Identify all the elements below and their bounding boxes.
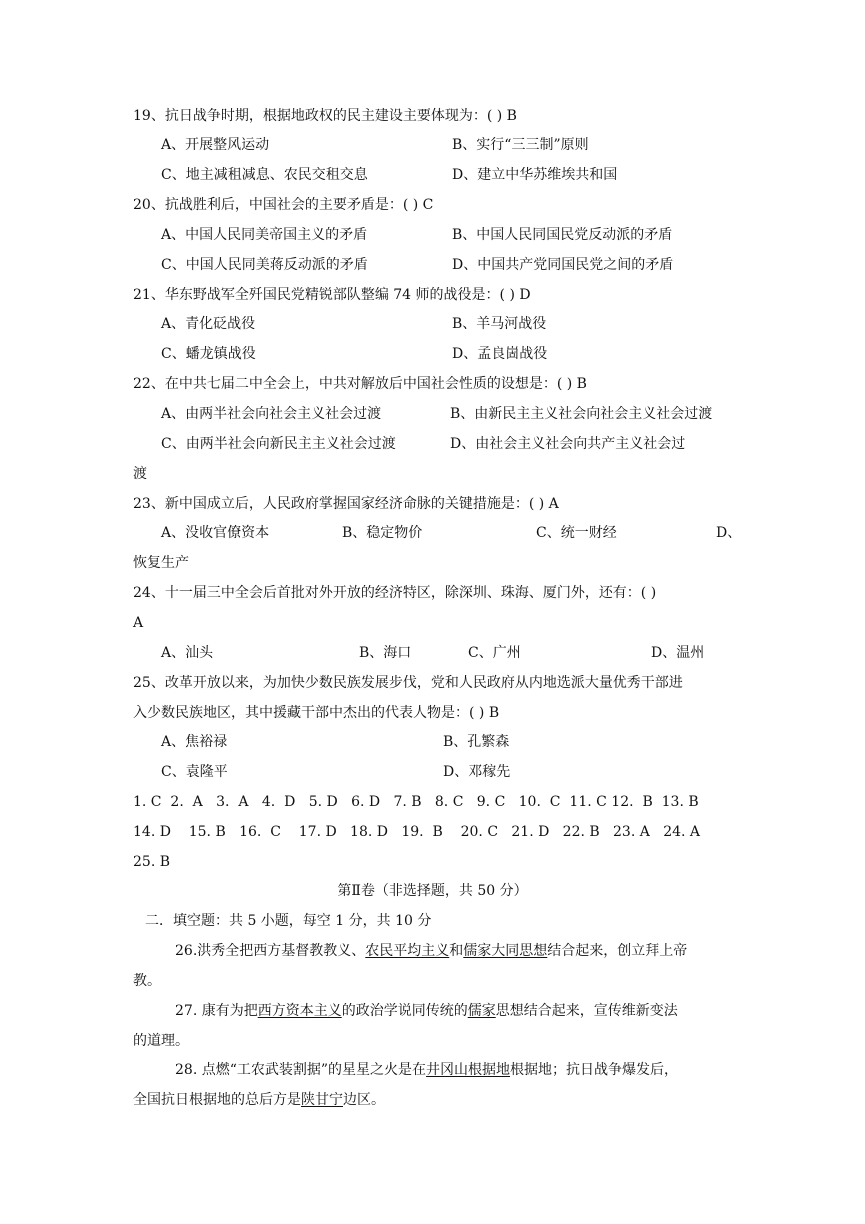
q21-option-b: B、羊马河战役 bbox=[452, 316, 547, 332]
q26-blank-2: 儒家大同思想 bbox=[463, 943, 548, 959]
q25-option-b: B、孔繁森 bbox=[443, 734, 510, 750]
q28-blank-1: 井冈山根据地 bbox=[426, 1062, 511, 1078]
answer-key-line-1: 1. C 2. A 3. A 4. D 5. D 6. D 7. B 8. C 9. C 10. C 11. C 12. B 13. B bbox=[133, 794, 699, 810]
q22-option-a: A、由两半社会向社会主义社会过渡 bbox=[161, 406, 382, 422]
q27-blank-1: 西方资本主义 bbox=[257, 1003, 342, 1019]
question-24-answer: A bbox=[133, 615, 144, 631]
q26-text-1: 26.洪秀全把西方基督教教义、 bbox=[175, 943, 366, 959]
question-21-stem: 21、华东野战军全歼国民党精锐部队整编 74 师的战役是：( ) D bbox=[133, 287, 531, 303]
fill-q28-line-1 bbox=[175, 1060, 678, 1080]
q27-blank-2: 儒家 bbox=[467, 1003, 496, 1019]
fill-q28-line-2 bbox=[133, 1090, 385, 1110]
q19-option-b: B、实行“三三制”原则 bbox=[452, 137, 589, 153]
q24-option-c: C、广州 bbox=[468, 645, 521, 661]
q21-option-d: D、孟良崮战役 bbox=[452, 346, 548, 362]
q27-text-2: 的政治学说同传统的 bbox=[341, 1003, 468, 1019]
fill-in-heading: 二．填空题：共 5 小题，每空 1 分，共 10 分 bbox=[145, 913, 432, 929]
question-25-stem-cont: 入少数民族地区，其中援藏干部中杰出的代表人物是：( ) B bbox=[133, 705, 500, 721]
q28-text-1: 28. 点燃“工农武装割据”的星星之火是在 bbox=[175, 1062, 427, 1078]
q23-option-d-wrap: 恢复生产 bbox=[133, 555, 189, 571]
q25-option-a: A、焦裕禄 bbox=[161, 734, 228, 750]
answer-key-line-3: 25. B bbox=[133, 854, 171, 870]
q23-option-a: A、没收官僚资本 bbox=[161, 525, 270, 541]
q22-option-b: B、由新民主主义社会向社会主义社会过渡 bbox=[450, 406, 713, 422]
q25-option-c: C、袁隆平 bbox=[161, 764, 228, 780]
fill-q26-line-1 bbox=[175, 941, 687, 961]
q27-text-1: 27. 康有为把 bbox=[175, 1003, 258, 1019]
q22-option-d: D、由社会主义社会向共产主义社会过 bbox=[450, 436, 686, 452]
q24-option-b: B、海口 bbox=[359, 645, 412, 661]
q19-option-a: A、开展整风运动 bbox=[161, 137, 270, 153]
fill-q27-line-2: 的道理。 bbox=[133, 1033, 189, 1049]
q19-option-c: C、地主减租减息、农民交租交息 bbox=[161, 167, 368, 183]
question-24-stem: 24、十一届三中全会后首批对外开放的经济特区，除深圳、珠海、厦门外，还有：( ) bbox=[133, 585, 657, 601]
q28-text-2: 根据地；抗日战争爆发后， bbox=[510, 1062, 679, 1078]
q20-option-a: A、中国人民同美帝国主义的矛盾 bbox=[161, 227, 368, 243]
fill-q27-line-1 bbox=[175, 1001, 678, 1021]
question-23-stem: 23、新中国成立后，人民政府掌握国家经济命脉的关键措施是：( ) A bbox=[133, 496, 559, 512]
q27-text-3: 思想结合起来，宣传维新变法 bbox=[495, 1003, 678, 1019]
q22-option-d-wrap: 渡 bbox=[133, 466, 147, 482]
section-title: 第Ⅱ卷（非选择题，共 50 分） bbox=[337, 883, 528, 899]
q22-option-c: C、由两半社会向新民主主义社会过渡 bbox=[161, 436, 396, 452]
q24-option-a: A、汕头 bbox=[161, 645, 214, 661]
q23-option-c: C、统一财经 bbox=[536, 525, 617, 541]
q23-option-b: B、稳定物价 bbox=[342, 525, 423, 541]
q21-option-c: C、蟠龙镇战役 bbox=[161, 346, 256, 362]
question-22-stem: 22、在中共七届二中全会上，中共对解放后中国社会性质的设想是：( ) B bbox=[133, 376, 587, 392]
question-19-stem: 19、抗日战争时期，根据地政权的民主建设主要体现为：( ) B bbox=[133, 108, 517, 124]
fill-q26-line-2: 教。 bbox=[133, 973, 161, 989]
q20-option-d: D、中国共产党同国民党之间的矛盾 bbox=[452, 257, 674, 273]
q26-text-2: 和 bbox=[449, 943, 464, 959]
q28-blank-2: 陕甘宁 bbox=[301, 1092, 343, 1108]
q26-text-3: 结合起来，创立拜上帝 bbox=[547, 943, 688, 959]
question-25-stem: 25、改革开放以来，为加快少数民族发展步伐，党和人民政府从内地选派大量优秀干部进 bbox=[133, 675, 683, 691]
question-20-stem: 20、抗战胜利后，中国社会的主要矛盾是：( ) C bbox=[133, 197, 434, 213]
q20-option-c: C、中国人民同美蒋反动派的矛盾 bbox=[161, 257, 368, 273]
q28-text-3: 全国抗日根据地的总后方是 bbox=[133, 1092, 301, 1108]
q23-option-d: D、 bbox=[716, 525, 742, 541]
q25-option-d: D、邓稼先 bbox=[443, 764, 511, 780]
q20-option-b: B、中国人民同国民党反动派的矛盾 bbox=[452, 227, 673, 243]
answer-key-line-2: 14. D 15. B 16. C 17. D 18. D 19. B 20. C 21. D 22. B 23. A 24. A bbox=[133, 824, 701, 840]
q21-option-a: A、青化砭战役 bbox=[161, 316, 256, 332]
q19-option-d: D、建立中华苏维埃共和国 bbox=[452, 167, 618, 183]
q28-text-4: 边区。 bbox=[343, 1092, 385, 1108]
q26-blank-1: 农民平均主义 bbox=[365, 943, 450, 959]
q24-option-d: D、温州 bbox=[651, 645, 705, 661]
